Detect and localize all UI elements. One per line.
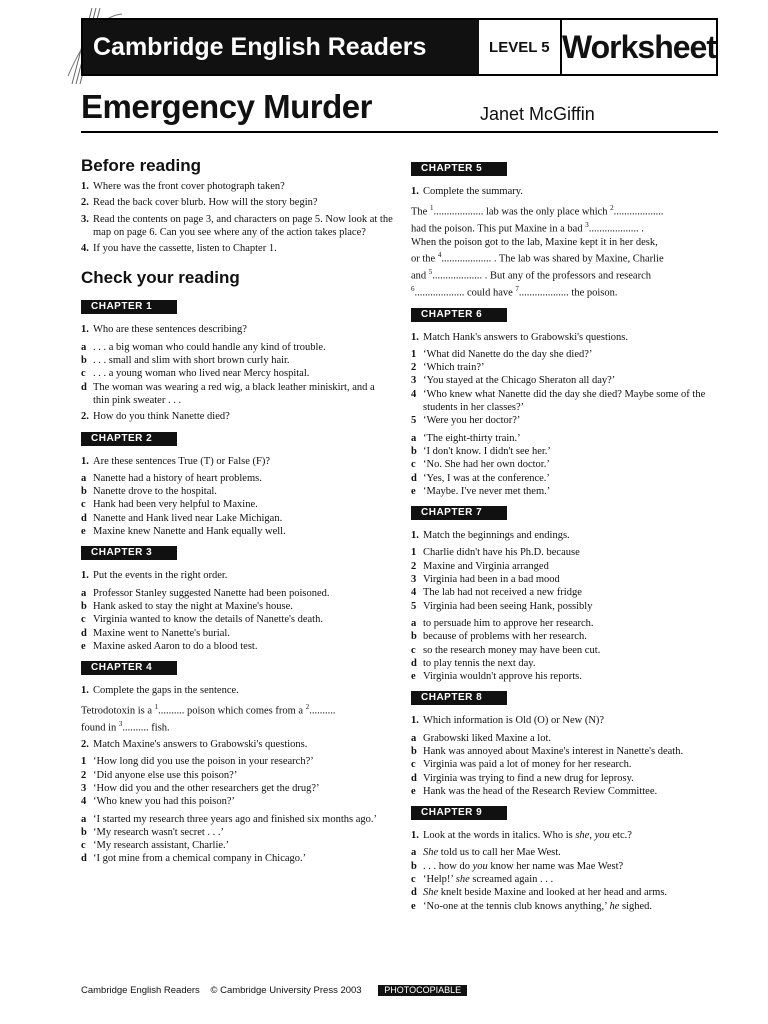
list-item: c Virginia was paid a lot of money for her research.	[411, 759, 632, 771]
list-item: c so the research money may have been cut.	[411, 644, 601, 656]
list-item: c Hank had been very helpful to Maxine.	[81, 499, 258, 511]
chapter-3-label: CHAPTER 3	[81, 546, 177, 560]
before-reading-heading: Before reading	[81, 156, 201, 175]
chapter-2-label: CHAPTER 2	[81, 432, 177, 446]
list-item: c ‘Help!’ she screamed again . . .	[411, 874, 554, 886]
list-item: 4 ‘Who knew you had this poison?’	[81, 796, 236, 808]
title-divider	[81, 131, 718, 133]
list-item: 1 ‘How long did you use the poison in your research?’	[81, 756, 314, 768]
chapter-9-label: CHAPTER 9	[411, 806, 507, 820]
list-item: a to persuade him to approve her research.	[411, 617, 594, 629]
footer	[81, 985, 475, 996]
list-item: d ‘Yes, I was at the conference.’	[411, 472, 550, 484]
chapter-7-label: CHAPTER 7	[411, 506, 507, 520]
list-item: a Nanette had a history of heart problems.	[81, 472, 262, 484]
list-item: c . . . a young woman who lived near Mercy hospital.	[81, 368, 310, 380]
question: 1. Match Hank's answers to Grabowski's questions.	[411, 331, 629, 343]
list-item: 2 Maxine and Virginia arranged	[411, 560, 549, 572]
question: 1. Which information is Old (O) or New (N)?	[411, 715, 605, 727]
list-item: e ‘No-one at the tennis club knows anything,’ he sighed.	[411, 900, 653, 912]
list-item: 2 ‘Did anyone else use this poison?’	[81, 769, 238, 781]
question: 1. Who are these sentences describing?	[81, 324, 247, 336]
list-item: e ‘Maybe. I've never met them.’	[411, 485, 551, 497]
list-item: b Hank was annoyed about Maxine's interest in Nanette's death.	[411, 746, 684, 757]
list-item: a Grabowski liked Maxine a lot.	[411, 732, 552, 744]
before-reading-list	[81, 180, 393, 255]
list-item: 5 Virginia had been seeing Hank, possibly	[411, 600, 593, 612]
summary-paragraph: The $^1$................... lab was the only place which $^2$................... had the poison. This put Maxine in a bad $^3$................... . When the poison got to the lab, Maxine kept it in her desk, or the $^4$................... . The lab was shared by Maxine, Charlie and $^5$................... . But any of the professors and research $^6$................... could have $^7$................... the poison.	[411, 204, 664, 299]
question: 2. How do you think Nanette died?	[81, 411, 230, 423]
footer-copyright: © Cambridge University Press 2003	[210, 985, 362, 996]
list-item: b because of problems with her research.	[411, 631, 587, 643]
worksheet-label: Worksheet	[561, 28, 716, 65]
list-item: a She told us to call her Mae West.	[411, 847, 561, 859]
check-reading-heading: Check your reading	[81, 268, 240, 288]
list-item: a . . . a big woman who could handle any kind of trouble.	[81, 341, 326, 353]
brand-title: Cambridge English Readers	[83, 20, 479, 74]
list-item: b Hank asked to stay the night at Maxine's house.	[81, 600, 293, 612]
list-item: 3 ‘You stayed at the Chicago Sheraton all day?’	[411, 375, 616, 387]
list-item: 4. If you have the cassette, listen to Chapter 1.	[81, 243, 277, 255]
question: 1. Put the events in the right order.	[81, 570, 228, 582]
question: 1. Look at the words in italics. Who is she, you etc.?	[411, 830, 632, 842]
book-title: Emergency Murder	[81, 88, 372, 125]
chapter-6-label: CHAPTER 6	[411, 308, 507, 322]
question: 1. Are these sentences True (T) or False (F)?	[81, 455, 270, 467]
list-item: a ‘The eight-thirty train.’	[411, 432, 521, 444]
list-item: e Hank was the head of the Research Review Committee.	[411, 785, 658, 797]
chapter-4-label: CHAPTER 4	[81, 661, 177, 675]
question: 1. Complete the gaps in the sentence.	[81, 685, 239, 697]
left-column	[81, 150, 393, 866]
list-item: 1 Charlie didn't have his Ph.D. because	[411, 547, 580, 559]
chapter-5-label: CHAPTER 5	[411, 162, 507, 176]
list-item: 5 ‘Were you her doctor?’	[411, 415, 521, 427]
question: 2. Match Maxine's answers to Grabowski's questions.	[81, 739, 308, 751]
list-item: 3. Read the contents on page 3, and characters on page 5. Now look at the map on page 6. Can you see where any of the action takes place?	[81, 213, 393, 238]
footer-series: Cambridge English Readers	[81, 985, 200, 996]
question: 1. Match the beginnings and endings.	[411, 530, 570, 542]
gap-sentence: Tetrodotoxin is a $^1$.......... poison which comes from a $^2$.......... found in $^3$.......... fish.	[81, 703, 336, 734]
right-column	[411, 158, 721, 913]
list-item: 2 ‘Which train?’	[411, 362, 485, 374]
list-item: d The woman was wearing a red wig, a black leather miniskirt, and a thin pink sweater . . .	[81, 381, 375, 406]
question: 1. Complete the summary.	[411, 186, 523, 197]
list-item: e Maxine asked Aaron to do a blood test.	[81, 640, 258, 652]
list-item: 1 ‘What did Nanette do the day she died?’	[411, 348, 593, 360]
list-item: c ‘My research assistant, Charlie.’	[81, 840, 230, 852]
list-item: d to play tennis the next day.	[411, 657, 536, 669]
list-item: e Virginia wouldn't approve his reports.	[411, 671, 582, 683]
chapter-8-label: CHAPTER 8	[411, 691, 507, 705]
list-item: 4 ‘Who knew what Nanette did the day she died? Maybe some of the students in her classes?’	[411, 388, 706, 414]
list-item: e Maxine knew Nanette and Hank equally well.	[81, 526, 286, 538]
list-item: d Virginia was trying to find a new drug for leprosy.	[411, 772, 634, 784]
list-item: c Virginia wanted to know the details of Nanette's death.	[81, 614, 323, 626]
list-item: b Nanette drove to the hospital.	[81, 486, 217, 498]
list-item: a Professor Stanley suggested Nanette had been poisoned.	[81, 587, 330, 599]
list-item: d She knelt beside Maxine and looked at her head and arms.	[411, 887, 668, 899]
book-author: Janet McGiffin	[480, 104, 595, 124]
list-item: b . . . small and slim with short brown curly hair.	[81, 355, 290, 367]
list-item: d ‘I got mine from a chemical company in Chicago.’	[81, 853, 307, 865]
list-item: 4 The lab had not received a new fridge	[411, 587, 582, 599]
list-item: 3 ‘How did you and the other researchers get the drug?’	[81, 782, 320, 794]
level-label: LEVEL 5	[479, 20, 562, 74]
list-item: d Maxine went to Nanette's burial.	[81, 627, 230, 639]
list-item: b ‘I don't know. I didn't see her.’	[411, 445, 551, 457]
list-item: b . . . how do you know her name was Mae West?	[411, 860, 624, 872]
list-item: 1. Where was the front cover photograph taken?	[81, 181, 285, 192]
header-banner	[81, 18, 718, 76]
list-item: c ‘No. She had her own doctor.’	[411, 459, 550, 471]
list-item: a ‘I started my research three years ago and finished six months ago.’	[81, 813, 377, 825]
list-item: 2. Read the back cover blurb. How will the story begin?	[81, 197, 318, 209]
list-item: 3 Virginia had been in a bad mood	[411, 574, 560, 586]
chapter-1-label: CHAPTER 1	[81, 300, 177, 314]
list-item: d Nanette and Hank lived near Lake Michigan.	[81, 512, 283, 524]
list-item: b ‘My research wasn't secret . . .’	[81, 826, 225, 838]
photocopiable-badge: PHOTOCOPIABLE	[378, 985, 467, 996]
